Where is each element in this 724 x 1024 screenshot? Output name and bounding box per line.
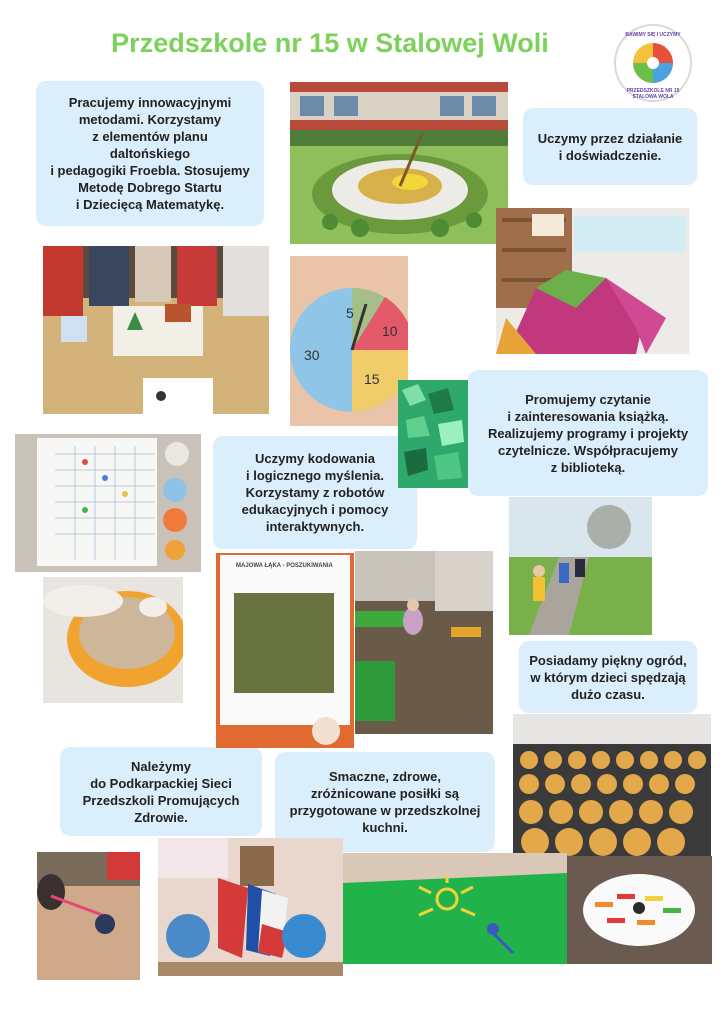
logo-bottom-text: PRZEDSZKOLE NR 15 STALOWA WOLA bbox=[626, 88, 680, 100]
logo-top-text: BAWIMY SIĘ I UCZYMY bbox=[625, 32, 681, 38]
garden-planting-photo bbox=[355, 551, 493, 734]
learning-box: Uczymy przez działanie i doświadczenie. bbox=[523, 108, 697, 185]
dough-bowl-photo bbox=[43, 577, 183, 703]
straw-game-photo bbox=[37, 852, 140, 980]
coding-box: Uczymy kodowania i logicznego myślenia. Korzystamy z robotów edukacyjnych i pomocy interaktywnych. bbox=[213, 436, 417, 549]
worksheet-title: MAJOWA ŁĄKA - POSZUKIWANIA bbox=[236, 563, 333, 569]
kindergarten-logo bbox=[614, 24, 692, 102]
dial-label-15: 15 bbox=[364, 371, 380, 387]
page-title: Przedszkole nr 15 w Stalowej Woli bbox=[111, 28, 549, 58]
dial-label-10: 10 bbox=[382, 323, 398, 339]
health-box: Należymy do Podkarpackiej Sieci Przedszkoli Promujących Zdrowie. bbox=[60, 747, 262, 836]
outdoor-walk-photo bbox=[509, 497, 652, 635]
library-corner-photo bbox=[496, 208, 689, 354]
baked-buns-photo bbox=[513, 714, 711, 862]
time-dial-photo bbox=[290, 256, 408, 426]
classroom-table-photo bbox=[43, 246, 269, 414]
garden-box: Posiadamy piękny ogród, w którym dzieci spędzają dużo czasu. bbox=[519, 641, 697, 713]
weather-chart-photo bbox=[15, 434, 201, 572]
green-crystals-photo bbox=[398, 380, 468, 488]
globes-flags-photo bbox=[158, 838, 343, 976]
methods-box: Pracujemy innowacyjnymi metodami. Korzystamy z elementów planu daltońskiego i pedagogiki Froebla. Stosujemy Metodę Dobrego Startu i Dziecięcą Matematykę. bbox=[36, 81, 264, 226]
meals-box: Smaczne, zdrowe, zróżnicowane posiłki są przygotowane w przedszkolnej kuchni. bbox=[275, 752, 495, 852]
dial-label-30: 30 bbox=[304, 347, 320, 363]
reading-box: Promujemy czytanie i zainteresowania książką. Realizujemy programy i projekty czytelnicze. Współpracujemy z biblioteką. bbox=[468, 370, 708, 496]
green-mat-photo bbox=[343, 853, 567, 964]
meadow-worksheet-photo bbox=[216, 553, 354, 748]
vegetable-platter-photo bbox=[567, 856, 712, 964]
dial-label-5: 5 bbox=[346, 305, 354, 321]
sundial-garden-photo bbox=[290, 82, 508, 244]
